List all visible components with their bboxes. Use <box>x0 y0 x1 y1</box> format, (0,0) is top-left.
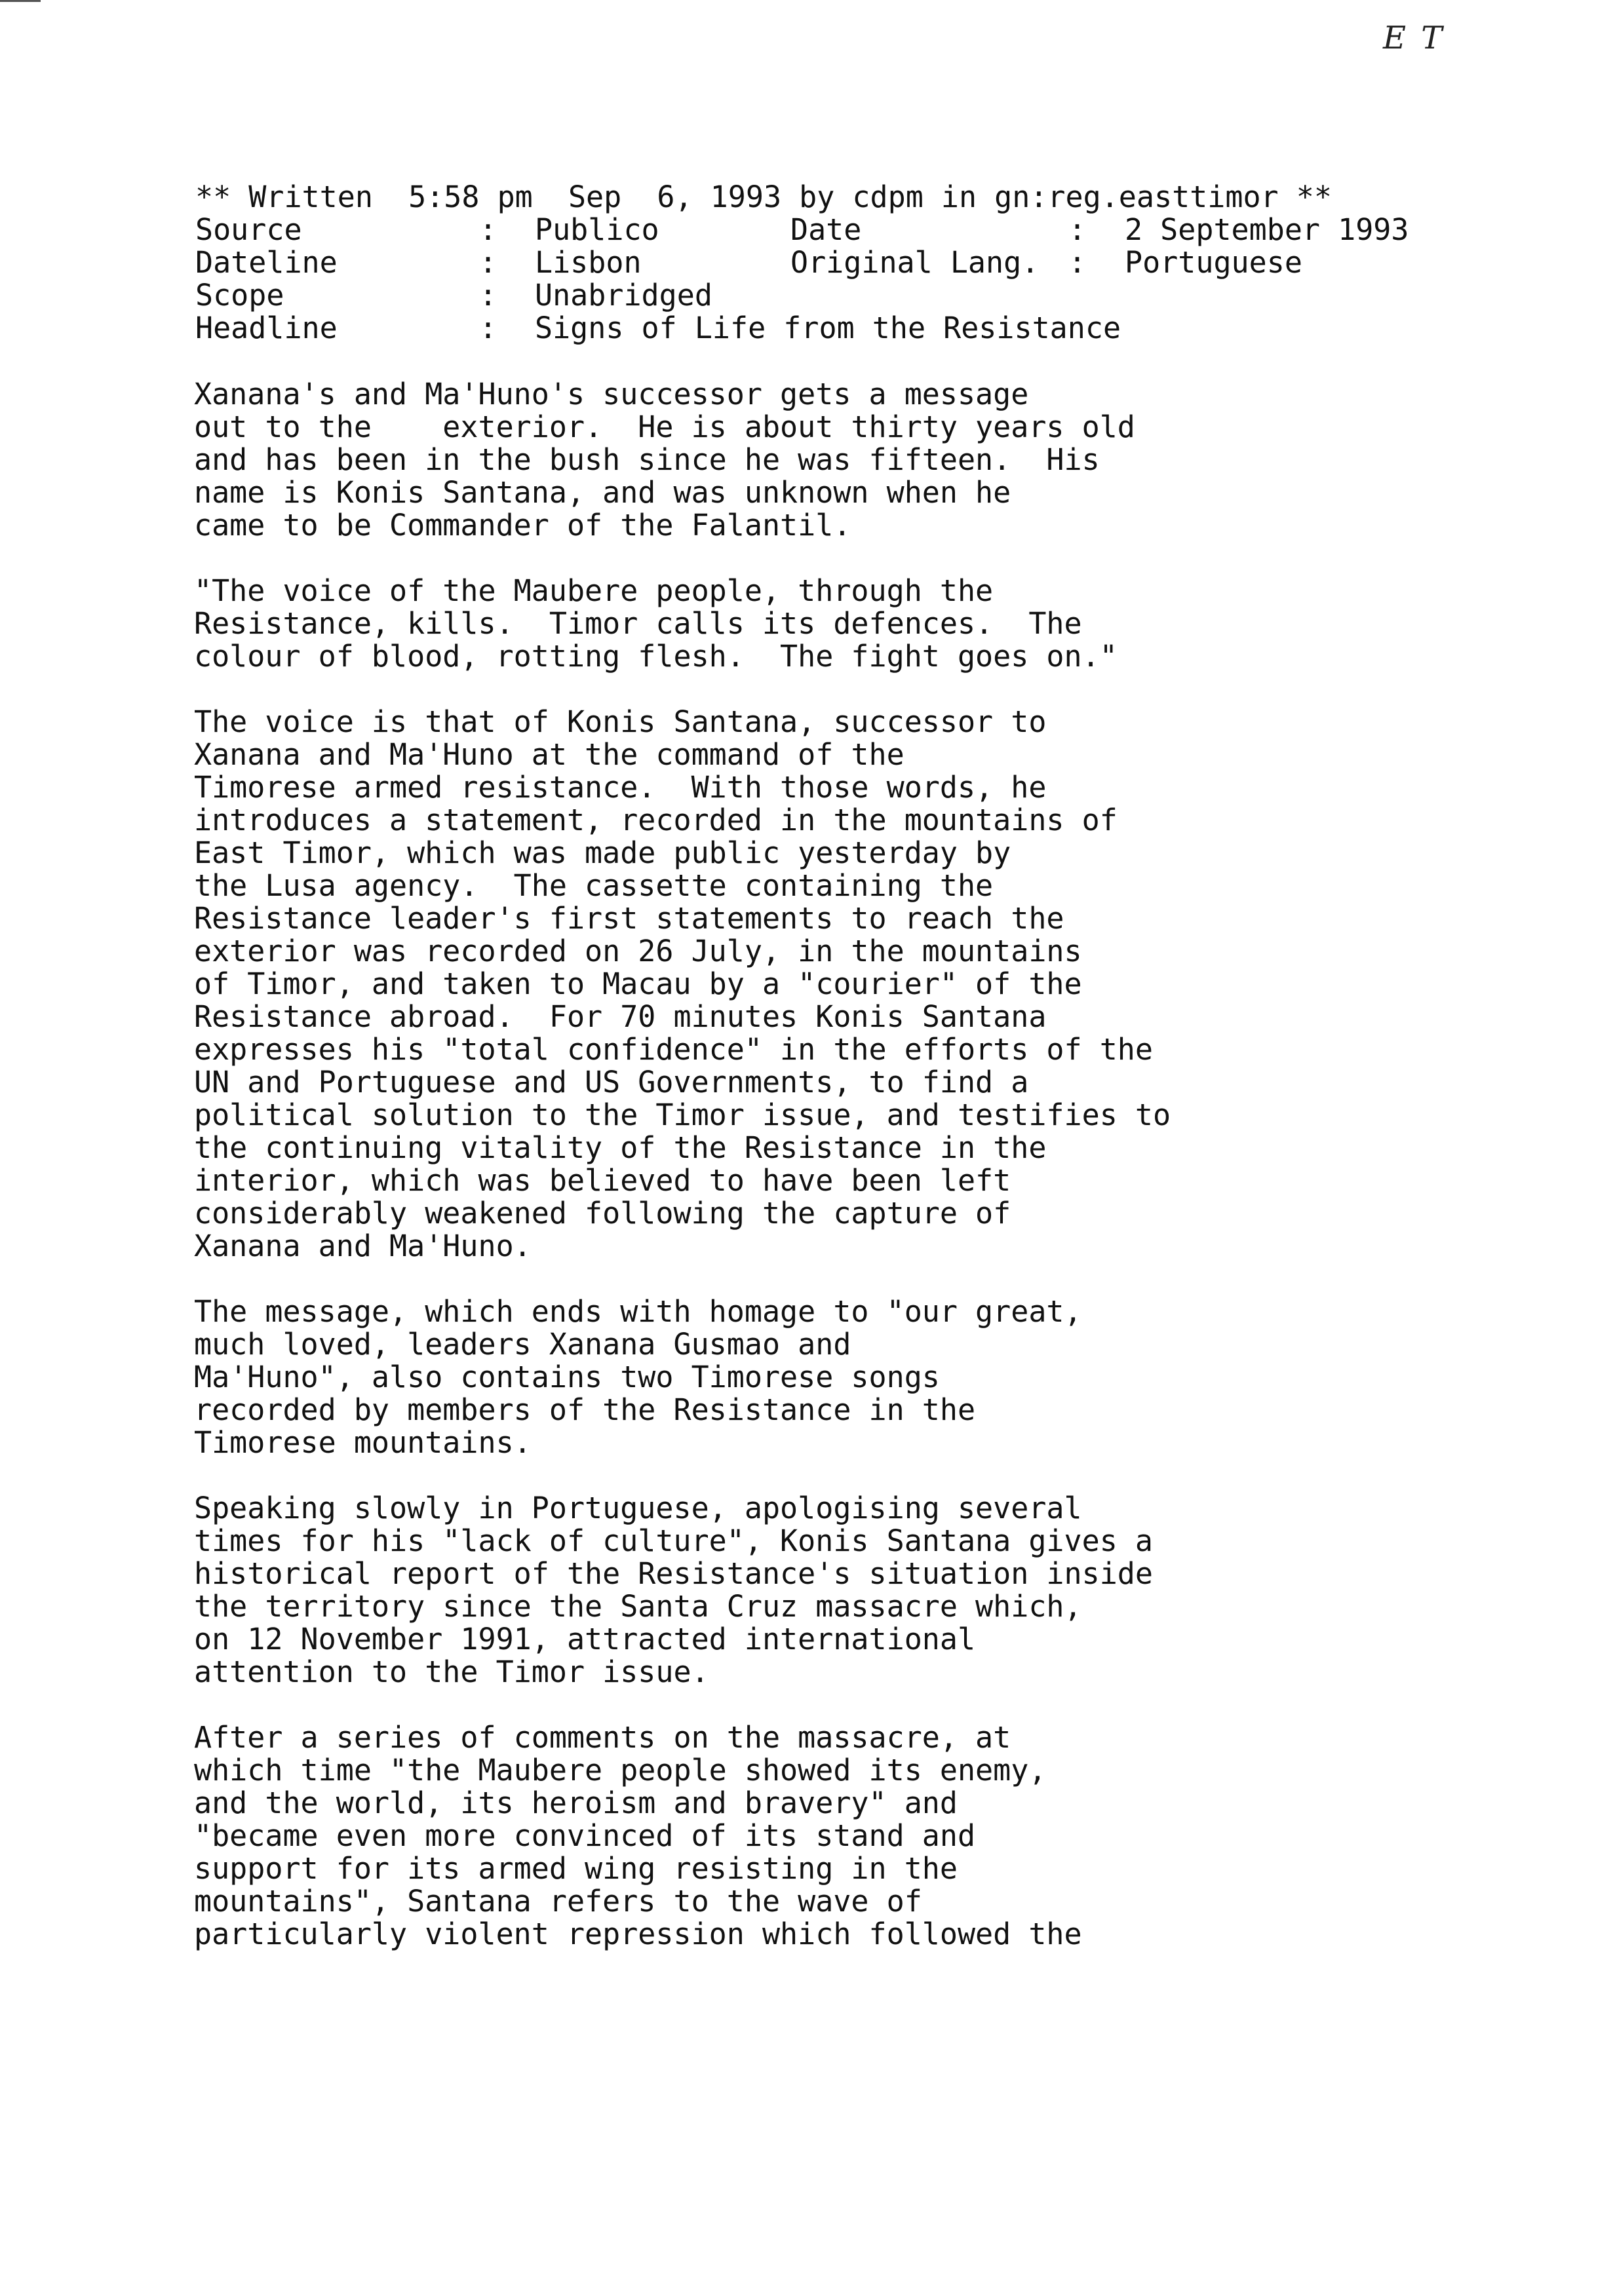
body-paragraph: Speaking slowly in Portuguese, apologising several times for his "lack of culture", Konis Santana gives a historical report of the Resistance's situation inside the territory since the Santa Cruz massacre which, on 12 November 1991, attracted international attention to the Timor issue. <box>194 1491 1153 1689</box>
meta-label: Dateline <box>195 245 338 280</box>
meta-label-secondary: Date <box>790 212 862 247</box>
meta-value-secondary: 2 September 1993 <box>1125 212 1409 247</box>
meta-label: Headline <box>195 311 338 345</box>
meta-label: Source <box>195 212 302 247</box>
written-header: ** Written 5:58 pm Sep 6, 1993 by cdpm in gn:reg.easttimor ** <box>195 180 1332 214</box>
meta-colon-secondary: : <box>1068 245 1087 280</box>
meta-value-secondary: Portuguese <box>1125 245 1302 280</box>
body-paragraph: Xanana's and Ma'Huno's successor gets a message out to the exterior. He is about thirty years old and has been in the bush since he was fifteen. His name is Konis Santana, and was unknown when he came to be Commander of the Falantil. <box>194 377 1135 543</box>
meta-value: Unabridged <box>535 278 712 313</box>
body-paragraph: The voice is that of Konis Santana, successor to Xanana and Ma'Huno at the command of the Timorese armed resistance. With those words, he introduces a statement, recorded in the mountains of East Timor, which was made public yesterday by the Lusa agency. The cassette containing the Resistance leader's first statements to reach the exterior was recorded on 26 July, in the mountains of Timor, and taken to Macau by a "courier" of the Resistance abroad. For 70 minutes Konis Santana expresses his "total confidence" in the efforts of the UN and Portuguese and US Governments, to find a political solution to the Timor issue, and testifies to the continuing vitality of the Resistance in the interior, which was believed to have been left considerably weakened following the capture of Xanana and Ma'Huno. <box>194 704 1171 1263</box>
meta-colon: : <box>479 245 497 280</box>
body-paragraph: After a series of comments on the massacre, at which time "the Maubere people showed its enemy, and the world, its heroism and bravery" and "became even more convinced of its stand and support for its armed wing resisting in the mountains", Santana refers to the wave of particularly violent repression which followed the <box>194 1720 1082 1951</box>
scan-edge-mark <box>0 0 41 2</box>
meta-value: Lisbon <box>535 245 642 280</box>
meta-label-secondary: Original Lang. <box>790 245 1040 280</box>
meta-colon-secondary: : <box>1068 212 1087 247</box>
meta-colon: : <box>479 212 497 247</box>
body-paragraph: "The voice of the Maubere people, through the Resistance, kills. Timor calls its defences. The colour of blood, rotting flesh. The fight goes on." <box>194 573 1118 674</box>
meta-value: Publico <box>535 212 659 247</box>
meta-colon: : <box>479 278 497 313</box>
meta-label: Scope <box>195 278 284 313</box>
body-paragraph: The message, which ends with homage to "our great, much loved, leaders Xanana Gusmao and Ma'Huno", also contains two Timorese songs recorded by members of the Resistance in the Timorese mountains. <box>194 1294 1082 1460</box>
headline-text: Signs of Life from the Resistance <box>535 311 1121 345</box>
meta-colon: : <box>479 311 497 345</box>
handwritten-annotation: E T <box>1383 20 1445 56</box>
